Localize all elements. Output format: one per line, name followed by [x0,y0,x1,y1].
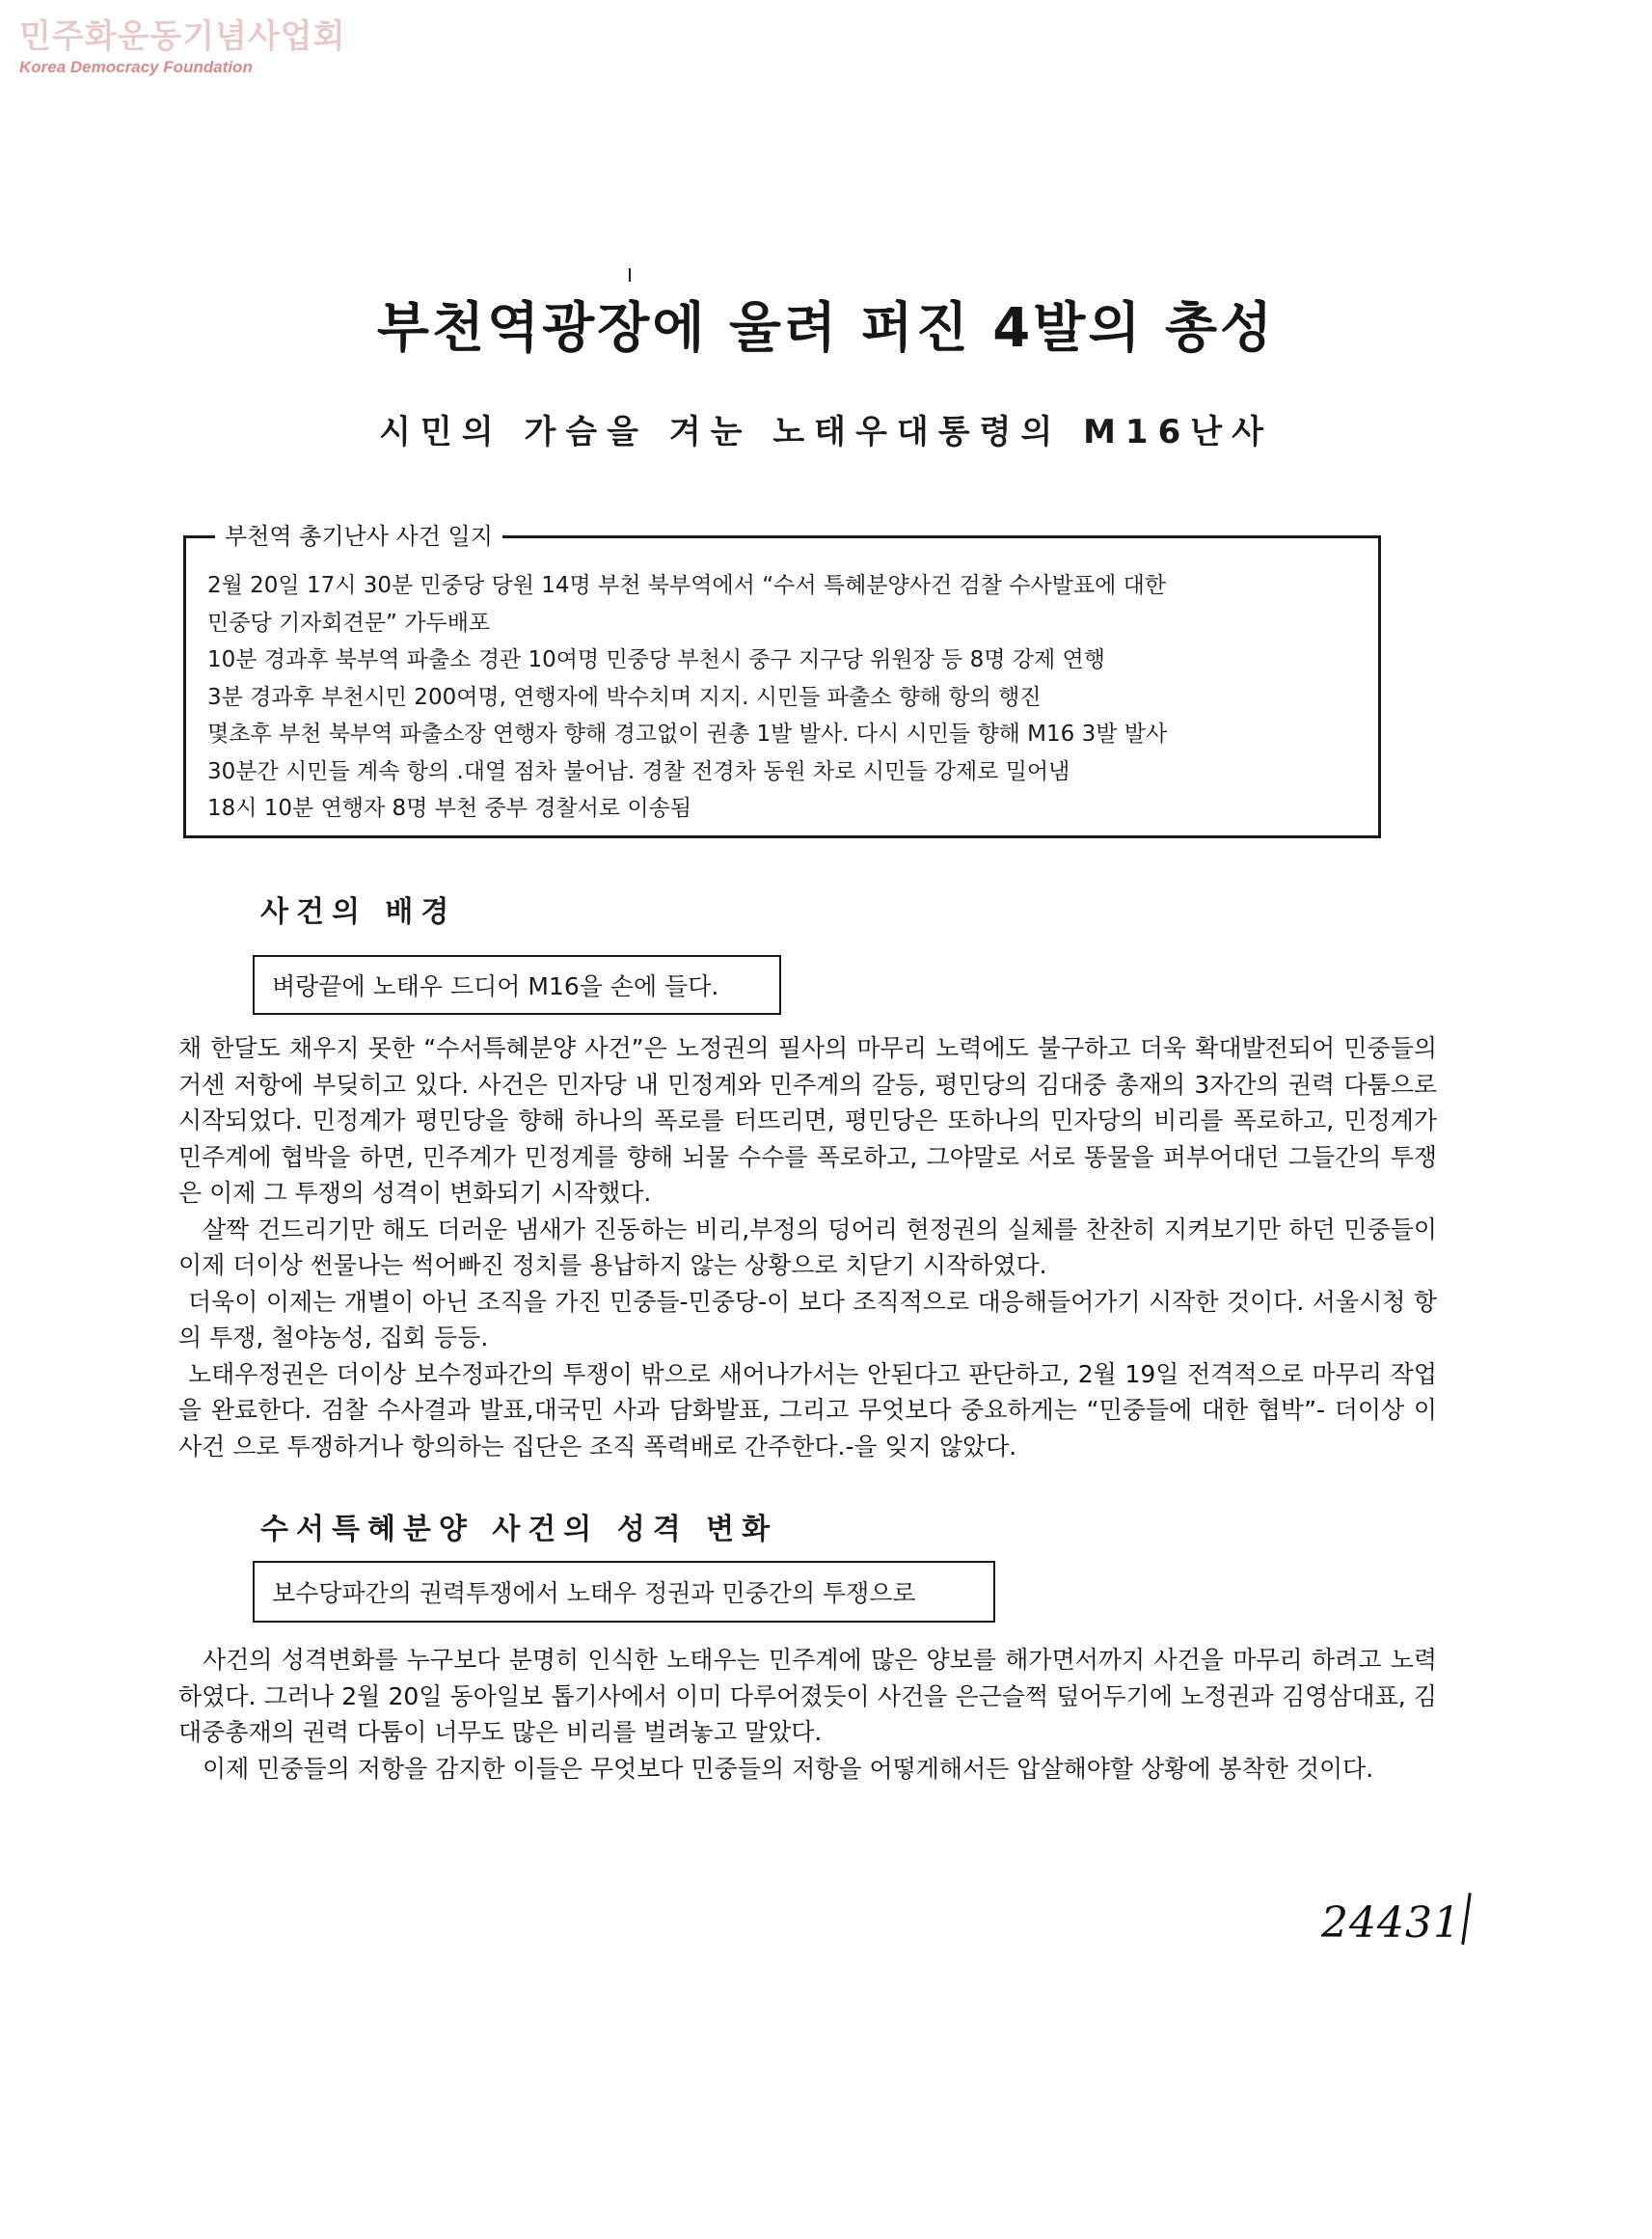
page-title: 부천역광장에 울려 퍼진 4발의 총성 [376,297,1276,360]
paragraph: 채 한달도 채우지 못한 “수서특혜분양 사건”은 노정권의 필사의 마무리 노력에도 불구하고 더욱 확대발전되어 민중들의 거센 저항에 부딪히고 있다. 사건은 민자당 내 민정계와 민주계의 갈등, 평민당의 김대중 총재의 3자간의 권력 다툼으로 시작되었다. 민정계가 평민당을 향해 하나의 폭로를 터뜨리면, 평민당은 또하나의 민자당의 비리를 폭로하고, 민정계가 민주계에 협박을 하면, 민주계가 민정계를 향해 뇌물 수수를 폭로하고, 그야말로 서로 똥물을 퍼부어대던 그들간의 투쟁은 이제 그 투쟁의 성격이 변화되기 시작했다. [178,1034,1437,1207]
chronology-line: 18시 10분 연행자 8명 부천 중부 경찰서로 이송됨 [207,796,692,821]
chronology-box [183,523,1381,838]
chronology-line: 30분간 시민들 계속 항의 .대열 점차 불어남. 경찰 전경차 동원 차로 시민들 강제로 밀어냄 [207,758,1070,784]
section-character-change-body [178,1642,1437,1787]
chronology-line: 10분 경과후 북부역 파출소 경관 10여명 민중당 부천시 중구 지구당 위원장 등 8명 강제 연행 [207,647,1105,672]
paragraph: 노태우정권은 더이상 보수정파간의 투쟁이 밖으로 새어나가서는 안된다고 판단하고, 2월 19일 전격적으로 마무리 작업을 완료한다. 검찰 수사결과 발표,대국민 사과 담화발표, 그리고 무엇보다 중요하게는 “민중들에 대한 협박”- 더이상 이사건 으로 투쟁하거나 항의하는 집단은 조직 폭력배로 간주한다.-을 잊지 않았다. [178,1359,1437,1461]
chronology-heading: 부천역 총기난사 사건 일지 [215,521,502,552]
chronology-line: 2월 20일 17시 30분 민중당 당원 14명 부천 북부역에서 “수서 특혜분양사건 검찰 수사발표에 대한 [207,573,1167,598]
chronology-lines [207,567,1363,828]
handwritten-file-number [1321,1893,1468,1948]
chronology-line: 몇초후 부천 북부역 파출소장 연행자 향해 경고없이 권총 1발 발사. 다시 시민들 향해 M16 3발 발사 [207,722,1168,747]
paragraph: 살짝 건드리기만 해도 더러운 냄새가 진동하는 비리,부정의 덩어리 현정권의 실체를 찬찬히 지켜보기만 하던 민중들이 이제 더이상 썬물나는 썩어빠진 정치를 용납하지 않는 상황으로 치닫기 시작하였다. [178,1215,1437,1279]
chronology-line: 3분 경과후 부천시민 200여명, 연행자에 박수치며 지지. 시민들 파출소 향해 항의 행진 [207,684,1042,710]
pen-stroke [1461,1893,1471,1945]
file-number-text: 24431 [1321,1898,1461,1948]
section-background-body [178,1030,1437,1464]
watermark-logo [19,17,345,77]
subhead-box-character-change: 보수당파간의 권력투쟁에서 노태우 정권과 민중간의 투쟁으로 [253,1561,995,1623]
section-heading-background: 사건의 배경 [260,895,457,929]
chronology-line: 민중당 기자회견문” 가두배포 [207,610,491,636]
paragraph: 이제 민중들의 저항을 감지한 이들은 무엇보다 민중들의 저항을 어떻게해서든 압살해야할 상황에 봉착한 것이다. [203,1754,1374,1783]
section-heading-character-change: 수서특혜분양 사건의 성격 변화 [260,1513,778,1546]
page-subtitle: 시민의 가슴을 겨눈 노태우대통령의 M16난사 [379,413,1273,451]
watermark-english: Korea Democracy Foundation [19,58,253,76]
watermark-korean: 민주화운동기념사업회 [19,17,346,56]
scan-speck [629,268,631,282]
subhead-box-background: 벼랑끝에 노태우 드디어 M16을 손에 들다. [253,955,781,1015]
paragraph: 사건의 성격변화를 누구보다 분명히 인식한 노태우는 민주계에 많은 양보를 해가면서까지 사건을 마무리 하려고 노력하였다. 그러나 2월 20일 동아일보 톱기사에서 이미 다루어졌듯이 사건을 은근슬쩍 덮어두기에 노정권과 김영삼대표, 김대중총재의 권력 다툼이 너무도 많은 비리를 벌려놓고 말았다. [178,1646,1437,1746]
paragraph: 더욱이 이제는 개별이 아닌 조직을 가진 민중들-민중당-이 보다 조직적으로 대응해들어가기 시작한 것이다. 서울시청 항의 투쟁, 철야농성, 집회 등등. [178,1287,1437,1352]
